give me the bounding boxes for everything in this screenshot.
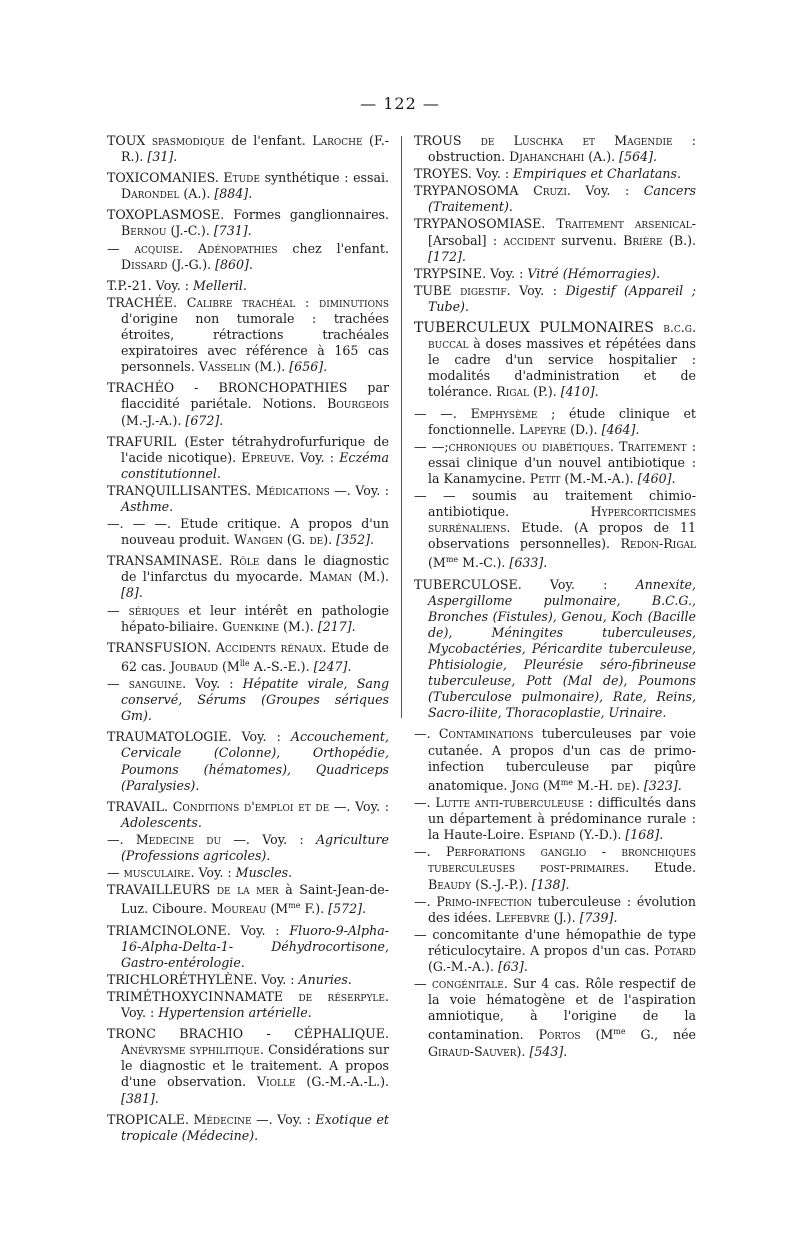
entry-text: Exotique et tropicale (Médecine). xyxy=(121,1111,389,1143)
entry-text: (G.-M.-A.-L.). xyxy=(295,1074,389,1090)
entry-text: — xyxy=(414,976,432,992)
index-entry xyxy=(414,795,696,843)
entry-text: [543]. xyxy=(529,1043,568,1059)
entry-text: [323]. xyxy=(643,777,682,793)
entry-text: [168]. xyxy=(625,827,664,843)
entry-text: —. xyxy=(107,831,136,847)
index-entry xyxy=(107,676,389,724)
entry-text: TRICHLORÉTHYLÈNE. Voy. : xyxy=(107,971,299,987)
entry-text: . Sur 4 cas. Rôle respectif de la voie hématogène et de l'aspiration amniotique, à l'origine de la contamination. xyxy=(428,976,696,1043)
entry-text: — xyxy=(107,676,129,692)
entry-text: Rôle xyxy=(229,553,260,569)
entry-text: . Etude. xyxy=(625,860,696,876)
entry-text: Eczéma constitutionnel. xyxy=(121,449,389,481)
entry-text: (M xyxy=(538,777,561,793)
entry-text: synthétique : essai. xyxy=(259,170,389,186)
entry-text: G., née xyxy=(625,1027,696,1043)
entry-text: (D.). xyxy=(566,421,602,437)
entry-text: Violle xyxy=(256,1074,296,1090)
entry-text: TRACHÉE. xyxy=(107,294,187,310)
entry-text: Petit xyxy=(529,470,561,486)
index-entry xyxy=(107,729,389,793)
entry-text: [172]. xyxy=(428,248,466,264)
index-entry xyxy=(414,927,696,975)
entry-text: Anévrysme syphilitique xyxy=(121,1042,260,1058)
entry-text: Etude xyxy=(223,170,260,186)
entry-text: tuberculeuses par voie cutanée. A propos d'un cas de primo-infection tuberculeuse par piqûre anatomique. xyxy=(428,726,696,793)
entry-text: Médications xyxy=(255,482,330,498)
entry-text: Djahanchahi xyxy=(509,149,585,165)
entry-text: Darondel xyxy=(121,186,180,202)
entry-text: Hypercorticismes surrénaliens xyxy=(428,504,696,536)
entry-text: survenu. xyxy=(555,232,624,248)
entry-text: . Voy. : xyxy=(190,865,236,881)
index-entry xyxy=(414,216,696,264)
entry-text: me xyxy=(613,1027,626,1037)
entry-text: (A.). xyxy=(584,149,620,165)
entry-text: A.-S.-E.). xyxy=(249,659,314,674)
entry-text: de l'enfant. xyxy=(224,133,313,148)
entry-text: Médecine xyxy=(193,1111,252,1127)
entry-text: Espiand xyxy=(528,827,575,843)
entry-text: — xyxy=(107,602,129,618)
entry-text: TRIMÉTHOXYCINNAMATE xyxy=(107,988,299,1004)
index-entry xyxy=(414,844,696,892)
entry-text: Agriculture (Professions agricoles). xyxy=(121,831,389,864)
entry-text: Digestif (Appareil ; Tube). xyxy=(428,282,696,314)
entry-text: chroniques ou diabétiques xyxy=(448,438,610,454)
index-entry xyxy=(107,882,389,917)
index-entry xyxy=(414,133,696,165)
entry-text: Bourgeois xyxy=(327,396,389,412)
entry-text: . Voy. : xyxy=(182,676,243,692)
entry-text: . Voy. : xyxy=(290,449,340,465)
entry-text: TOXICOMANIES. xyxy=(107,170,224,186)
entry-text: chez l'enfant. xyxy=(277,240,389,256)
index-entry xyxy=(107,640,389,675)
entry-text: (M xyxy=(218,659,240,674)
entry-text: (P.). xyxy=(528,384,561,400)
entry-text: et leur intérêt en pathologie hépato-biliaire. xyxy=(121,602,389,634)
entry-text: [860]. xyxy=(215,256,253,272)
entry-text: (M xyxy=(266,901,289,917)
entry-text: —. xyxy=(414,844,447,860)
index-entry xyxy=(107,799,389,831)
index-entry xyxy=(414,406,696,438)
entry-text: Anuries. xyxy=(298,971,352,987)
entry-text: Calibre trachéal xyxy=(186,294,296,310)
entry-text: Maman xyxy=(309,569,352,585)
entry-text: Lutte anti-tuberculeuse xyxy=(435,795,584,811)
entry-text: dans le diagnostic de l'infarctus du myocarde. xyxy=(121,553,390,585)
index-entry xyxy=(107,278,389,294)
entry-text: (M.-M.-A.). xyxy=(560,470,638,486)
entry-text: Melleril. xyxy=(192,277,247,293)
entry-text: Wangen xyxy=(233,532,283,548)
entry-text: Fluoro-9-Alpha-16-Alpha-Delta-1- Déhydrocortisone, Gastro-entérologie. xyxy=(121,922,389,970)
index-entry xyxy=(107,923,389,971)
entry-text: TRANSAMINASE. xyxy=(107,553,230,569)
index-entry xyxy=(107,832,389,864)
entry-text: (M.). xyxy=(352,569,389,585)
entry-text: (M.). xyxy=(250,359,290,375)
entry-text: —. — —. Etude critique. A propos d'un nouveau produit. xyxy=(107,516,389,548)
entry-text: sanguine xyxy=(128,676,183,692)
entry-text: [460]. xyxy=(637,470,676,486)
entry-text: : difficultés dans un département à prédominance rurale : la Haute-Loire. xyxy=(428,795,696,843)
entry-text: accident xyxy=(503,232,555,248)
entry-text: TRYPANOSOMA xyxy=(414,183,534,199)
entry-text: Perforations ganglio - bronchiques tuberculeuses post-primaires xyxy=(428,844,696,876)
entry-text: —. xyxy=(414,893,437,909)
entry-text: TRACHÉO - BRONCHOPATHIES par flaccidité pariétale. Notions. xyxy=(107,380,389,412)
index-entry xyxy=(107,553,389,601)
index-entry xyxy=(107,1112,389,1144)
entry-text: . Considérations sur le diagnostic et le traitement. A propos d'une observation. xyxy=(121,1042,389,1090)
entry-text: —. xyxy=(414,795,436,811)
entry-text: — — soumis au traitement chimio-antibiotique. xyxy=(414,487,696,520)
entry-text: . Etude. (A propos de 11 observations personnelles). xyxy=(428,520,696,552)
entry-text: Adolescents. xyxy=(121,814,202,830)
entry-text: de réserpyle xyxy=(298,988,385,1004)
entry-text: M.-H. xyxy=(573,777,618,793)
entry-text: ). xyxy=(516,1043,530,1059)
entry-text: Portos xyxy=(538,1027,581,1043)
entry-text: (F.-R.). xyxy=(121,133,389,165)
entry-text: Primo-infection xyxy=(436,893,532,909)
entry-text: (A.). xyxy=(179,186,215,202)
entry-text: TRAUMATOLOGIE. Voy. : xyxy=(107,729,291,745)
entry-text: TRONC BRACHIO - CÉPHALIQUE. xyxy=(107,1026,389,1042)
entry-text: sériques xyxy=(128,602,180,618)
entry-text: — —. xyxy=(414,405,471,421)
entry-text: : essai clinique d'un nouvel antibiotique : la Kanamycine. xyxy=(428,438,697,486)
entry-text: Traitement xyxy=(619,438,687,454)
entry-text: Muscles. xyxy=(235,865,293,881)
entry-text: Epreuve xyxy=(241,449,291,465)
entry-text: à doses massives et répétées dans le cadre d'un service hospitalier : modalités d'administration et de tolérance. xyxy=(428,336,696,400)
entry-text: diminutions xyxy=(319,294,389,310)
entry-text: Beaudy xyxy=(428,876,472,892)
entry-text: TRANQUILLISANTES. xyxy=(107,482,256,498)
index-entry xyxy=(107,207,389,239)
entry-text: [352]. xyxy=(336,532,375,548)
entry-text: Annexite, Aspergillome pulmonaire, B.C.G., Bronches (Fistules), Genou, Koch (Bacille de), Méningites tuberculeuses, Mycobactéries, Péricardite tuberculeuse, Phtisiologie, Pleurésie séro-fibrineuse tuberculeuse, Pott (Mal de), Poumons (Tuberculose pulmonaire), Rate, Reins, Sacro-iliite, Thoracoplastie, Urinaire. xyxy=(428,576,696,721)
entry-text: [731]. xyxy=(213,223,252,239)
index-entry xyxy=(414,266,696,282)
entry-text: TRAVAIL. xyxy=(107,798,173,814)
entry-text: TROUS xyxy=(414,133,481,148)
entry-text: de xyxy=(309,532,324,548)
index-entry xyxy=(414,488,696,572)
entry-text: TUBE xyxy=(414,282,461,298)
entry-text: Lapeyre xyxy=(519,421,567,437)
entry-text: . Voy. : xyxy=(121,988,389,1021)
entry-text: à Saint-Jean-de-Luz. Ciboure. xyxy=(121,882,389,917)
entry-text: . Voy. : xyxy=(506,282,566,298)
entry-text: F.). xyxy=(300,901,329,917)
entry-text: : obstruction. xyxy=(428,133,696,165)
index-entry xyxy=(414,283,696,315)
entry-text: [381]. xyxy=(121,1090,159,1106)
entry-text: Contaminations xyxy=(438,726,534,742)
index-entry xyxy=(107,865,389,881)
entry-text: Hépatite virale, Sang conservé, Sérums (Groupes sériques Gm). xyxy=(121,676,389,724)
entry-text: [247]. xyxy=(313,659,352,674)
entry-text: congénitale xyxy=(431,976,504,992)
entry-text: TROPICALE. xyxy=(107,1111,194,1127)
index-entry xyxy=(414,726,696,794)
entry-text: b.c.g. buccal xyxy=(428,320,696,352)
index-entry xyxy=(414,320,696,400)
index-entry xyxy=(107,516,389,548)
index-entry xyxy=(414,577,696,722)
entry-text: (Y.-D.). xyxy=(574,827,626,843)
entry-text: Rigal xyxy=(496,384,529,400)
entry-text: TUBERCULOSE. Voy. : xyxy=(414,576,636,592)
entry-text: [63]. xyxy=(497,958,528,974)
entry-text: —. Voy. : xyxy=(251,1111,316,1127)
entry-text: [138]. xyxy=(531,876,570,892)
entry-text: tuberculeuse : évolution des idées. xyxy=(428,893,696,925)
entry-text: Laroche xyxy=(312,133,363,148)
index-entry xyxy=(414,439,696,487)
entry-text: T.P.-21. Voy. : xyxy=(107,277,193,293)
entry-text: Conditions d'emploi et de xyxy=(172,798,330,814)
entry-text: [739]. xyxy=(579,909,618,925)
entry-text: de Luschka et Magendie xyxy=(480,133,673,148)
entry-text: TRYPSINE. Voy. : xyxy=(414,265,528,281)
entry-text: Lefebvre xyxy=(495,909,550,925)
entry-text: TRAVAILLEURS xyxy=(107,882,217,898)
entry-text: Joubaud xyxy=(170,659,218,674)
entry-text: Brière xyxy=(623,232,663,248)
index-entry xyxy=(414,976,696,1060)
entry-text: acquise xyxy=(134,240,180,256)
entry-text: Vasselin xyxy=(198,359,251,375)
entry-text: TUBERCULEUX PULMONAIRES xyxy=(414,320,664,337)
index-entry xyxy=(107,434,389,482)
page-number: — 122 — xyxy=(360,94,440,113)
index-entry xyxy=(107,241,389,273)
entry-text: Jong xyxy=(511,777,539,793)
entry-text: TRANSFUSION. xyxy=(107,639,216,655)
entry-text: -[Arsobal] : xyxy=(428,216,697,248)
entry-text: Accouchement, Cervicale (Colonne), Orthopédie, Poumons (hématomes), Quadriceps (Paralysies). xyxy=(121,729,389,793)
right-column xyxy=(414,133,696,1065)
entry-text: digestif xyxy=(460,282,507,298)
index-entry xyxy=(414,166,696,182)
entry-text: — —; xyxy=(414,438,449,454)
index-entry xyxy=(107,1026,389,1106)
entry-text: lle xyxy=(239,658,250,668)
entry-text: ). xyxy=(630,777,644,793)
entry-text: (M xyxy=(580,1027,614,1043)
entry-text: TOUX xyxy=(107,133,152,148)
entry-text: Redon-Rigal xyxy=(620,536,696,552)
entry-text: Potard xyxy=(654,942,696,958)
entry-text: [564]. xyxy=(619,149,658,165)
entry-text: — xyxy=(107,240,135,256)
index-entry xyxy=(107,989,389,1021)
entry-text: (M.). xyxy=(279,618,318,634)
entry-text: spasmodique xyxy=(151,133,225,148)
index-entry xyxy=(414,894,696,926)
entry-text: me xyxy=(288,901,301,911)
entry-text: (G. xyxy=(282,532,310,548)
entry-text: [572]. xyxy=(328,901,367,917)
index-entry xyxy=(107,133,389,165)
index-entry xyxy=(107,295,389,375)
entry-text: ). xyxy=(323,532,337,548)
index-entry xyxy=(107,380,389,428)
entry-text: —. Voy. : xyxy=(221,831,316,847)
entry-text: (J.). xyxy=(549,909,580,925)
entry-text: [656]. xyxy=(289,359,328,375)
entry-text: Medecine du xyxy=(135,831,222,847)
entry-text: TRYPANOSOMIASE. xyxy=(414,216,557,232)
entry-text: . Voy. : xyxy=(566,183,644,199)
entry-text: (J.-C.). xyxy=(166,223,214,239)
entry-text: Guenkine xyxy=(222,618,280,634)
entry-text: (S.-J.-P.). xyxy=(471,876,532,892)
entry-text: —. Voy. : xyxy=(329,482,389,498)
entry-text: Hypertension artérielle. xyxy=(158,1005,312,1021)
index-entry xyxy=(107,483,389,515)
entry-text: —. xyxy=(414,726,439,742)
entry-text: TRIAMCINOLONE. Voy. : xyxy=(107,922,290,938)
entry-text: Moureau xyxy=(211,901,267,917)
entry-text: TOXOPLASMOSE. Formes ganglionnaires. xyxy=(107,207,389,223)
entry-text: (M.-J.-A.). xyxy=(121,412,186,428)
entry-text: de xyxy=(617,777,631,793)
entry-text: — concomitante d'une hémopathie de type réticulocytaire. A propos d'un cas. xyxy=(414,926,696,958)
entry-text: TROYES. Voy. : xyxy=(414,166,514,182)
column-divider xyxy=(401,136,402,718)
entry-text: Giraud-Sauver xyxy=(428,1043,517,1059)
entry-text: TRAFURIL (Ester tétrahydrofurfurique de l'acide nicotique). xyxy=(107,433,389,465)
entry-text: —. Voy. : xyxy=(329,798,389,814)
entry-text: Adénopathies xyxy=(198,240,278,256)
entry-text: [464]. xyxy=(601,421,640,437)
entry-text: Asthme. xyxy=(121,498,174,514)
index-entry xyxy=(414,183,696,215)
entry-text: Cancers (Traitement). xyxy=(428,183,696,215)
entry-text: Dissard xyxy=(121,256,168,272)
entry-text: Cruzi xyxy=(533,183,567,199)
entry-text: musculaire xyxy=(123,865,191,881)
entry-text: [8]. xyxy=(121,585,143,601)
entry-text: Bernou xyxy=(121,223,167,239)
entry-text: : xyxy=(295,294,320,310)
entry-text: (J.-G.). xyxy=(167,256,216,272)
entry-text: [31]. xyxy=(147,149,178,165)
entry-text: M.-C.). xyxy=(458,555,510,571)
entry-text: . xyxy=(609,438,620,454)
entry-text: (G.-M.-A.). xyxy=(428,958,498,974)
entry-text: Traitement arsenical xyxy=(556,216,692,232)
entry-text: [884]. xyxy=(214,186,253,202)
entry-text: — xyxy=(107,865,124,881)
entry-text: Emphysème xyxy=(470,405,538,421)
entry-text: me xyxy=(445,555,459,565)
entry-text: (M xyxy=(428,555,446,571)
entry-text: [672]. xyxy=(185,412,224,428)
entry-text: [217]. xyxy=(317,618,356,634)
entry-text: me xyxy=(560,777,574,787)
entry-text: de la mer xyxy=(216,882,279,898)
entry-text: [633]. xyxy=(509,555,548,571)
entry-text: ; étude clinique et fonctionnelle. xyxy=(428,405,696,437)
index-entry xyxy=(107,170,389,202)
index-entry xyxy=(107,603,389,635)
entry-text: Vitré (Hémorragies). xyxy=(527,265,661,281)
left-column xyxy=(107,133,389,1149)
entry-text: d'origine non tumorale : trachées étroites, rétractions trachéales expiratoires avec référence à 165 cas personnels. xyxy=(121,310,389,375)
entry-text: (B.). xyxy=(662,232,696,248)
entry-text: [410]. xyxy=(560,384,599,400)
entry-text: . xyxy=(179,240,199,256)
index-entry xyxy=(107,972,389,988)
entry-text: Accidents rénaux xyxy=(215,639,323,655)
entry-text: Empiriques et Charlatans. xyxy=(513,166,681,182)
entry-text: . Etude de 62 cas. xyxy=(121,639,389,674)
